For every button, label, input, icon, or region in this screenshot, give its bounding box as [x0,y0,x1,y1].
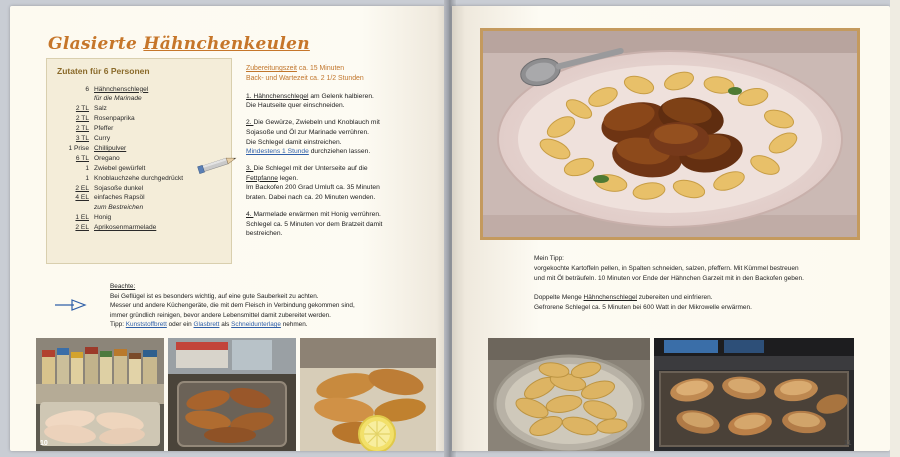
ingredient-row [55,223,227,233]
ingredient-quantity: 6 TL [75,154,89,162]
ingredient-row [55,204,227,214]
step-line: braten. Dabei nach ca. 20 Minuten wenden. [246,194,376,202]
step-number: 2. [246,119,254,127]
preparation-step [246,118,436,157]
ingredient-quantity: 4 EL [75,194,89,202]
ingredient-name: Aprikosenmarmelade [94,224,157,232]
note-line-2: immer gründlich reinigen, bevor andere Lebensmittel damit zubereitet werden. [110,311,331,319]
ingredient-name: einfaches Rapsöl [94,194,145,202]
pointer-arrow-icon [54,298,88,312]
photo-chicken-on-baking-tray-in-oven [654,338,854,451]
ingredient-quantity: 2 TL [75,105,89,113]
tip-heading: Mein Tipp: [534,255,564,262]
ingredient-name: Oregano [94,154,120,162]
tip-line-0: vorgekochte Kartoffeln pellen, in Spalten schneiden, salzen, pfeffern. Mit Kümmel bestreuen [534,265,799,273]
ingredients-heading: Zutaten für 6 Personen [57,66,150,76]
step-line: Die Hautseite quer einschneiden. [246,102,345,110]
ingredient-row [55,134,227,144]
ingredient-row [55,105,227,115]
ingredient-quantity: 2 TL [75,125,89,133]
ingredient-name: Salz [94,105,107,113]
step-line: Sojasoße und Öl zur Marinade verrühren. [246,128,370,136]
tip-line-1: und mit Öl beträufeln. 10 Minuten vor Ende der Hähnchen Garzeit mit in den Backofen geben. [534,275,804,283]
step-line: bestreichen. [246,230,283,238]
ingredient-name: Sojasoße dunkel [94,184,144,192]
link-glasbrett[interactable]: Glasbrett [193,321,220,329]
ingredient-row [55,214,227,224]
step-number: 1. [246,92,254,100]
ingredient-quantity: 1 [85,174,89,182]
tip-line2-underlined: Hähnchenschlegel [583,294,637,302]
tip-line-2 [534,293,854,303]
ingredient-quantity: 1 [85,164,89,172]
ingredient-quantity [55,204,94,214]
note-tip-prefix: Tipp: [110,321,126,329]
preparation-steps [246,92,436,239]
note-line-0: Bei Geflügel ist es besonders wichtig, auf eine gute Sauberkeit zu achten. [110,292,319,300]
note-tip-mid: oder ein [166,321,194,329]
note-tip-mid2: als [219,321,232,329]
left-page [10,6,450,451]
photo-finished-glazed-chicken-with-potatoes-on-platter [480,28,860,240]
ingredient-name: Zwiebel gewürfelt [94,164,146,172]
bake-wait-time: Back- und Wartezeit ca. 2 1/2 Stunden [246,75,364,83]
ingredient-name: Rosenpaprika [94,115,135,123]
ingredient-quantity: 3 TL [75,135,89,143]
step-line: 1. Hähnchenschlegel am Gelenk halbieren. [246,92,374,100]
link-schneidunterlage[interactable]: Schneidunterlage [231,321,281,329]
ingredient-quantity: 1 EL [75,214,89,222]
ingredient-quantity: 2 EL [75,224,89,232]
ingredient-row [55,95,227,105]
ingredient-name: zum Bestreichen [94,204,144,212]
ingredient-quantity: 6 [85,85,89,93]
preparation-step [246,92,436,111]
prep-time-value: ca. 15 Minuten [296,65,345,72]
photo-chicken-with-lemon [300,338,436,451]
prep-time-label: Zubereitungszeit [246,65,297,72]
step-line: Mindestens 1 Stunde durchziehen lassen. [246,148,371,156]
ingredient-row [55,184,227,194]
step-number: 4. [246,210,254,218]
preparation-block [246,64,436,246]
ingredient-quantity: 2 TL [75,115,89,123]
note-line-1: Messer und andere Küchengeräte, die mit dem Fleisch in Verbindung gekommen sind, [110,302,355,310]
ingredient-row [55,194,227,204]
tip-line-3: Gefrorene Schlegel ca. 5 Minuten bei 600 Watt in der Mikrowelle erwärmen. [534,304,752,312]
ingredient-row [55,115,227,125]
note-block [110,282,436,330]
recipe-title-plain: Glasierte [48,34,138,54]
note-heading: Beachte: [110,283,136,290]
tip-line2-prefix: Doppelte Menge [534,294,584,302]
ingredient-quantity [55,95,94,105]
step-line: Im Backofen 200 Grad Umluft ca. 35 Minuten [246,184,380,192]
page-number-right: 11 [844,440,852,447]
page-number-left: 10 [40,440,48,447]
ingredient-name: Pfeffer [94,125,114,133]
tip-block [534,254,854,313]
link-kunststoffbrett[interactable]: Kunststoffbrett [125,321,167,329]
ingredient-row [55,125,227,135]
photo-potato-wedges-in-bowl [488,338,650,451]
step-line: 3. Die Schlegel mit der Unterseite auf die [246,165,368,173]
right-page [452,6,890,451]
photo-marinated-chicken-in-dish [168,338,296,451]
preparation-step [246,164,436,203]
page-title [48,34,310,54]
ingredient-quantity: 1 Prise [68,144,89,152]
tip-spacer [534,284,854,293]
highlighted-text: Mindestens 1 Stunde [246,148,309,156]
preparation-step [246,210,436,239]
step-line: 2. Die Gewürze, Zwiebeln und Knoblauch mit [246,119,380,127]
ingredient-name: Curry [94,135,111,143]
step-line: Schlegel ca. 5 Minuten vor dem Bratzeit damit [246,220,383,228]
photo-raw-chicken-legs-and-spices [36,338,164,451]
pencil-icon [196,152,240,178]
step-line: Die Schlegel damit einstreichen. [246,138,342,146]
tip-line2-rest: zubereiten und einfrieren. [637,294,713,302]
preparation-times [246,64,436,85]
ingredient-name: Honig [94,214,112,222]
step-line: 4. Marmelade erwärmen mit Honig verrühren. [246,210,381,218]
note-tip-suffix: nehmen. [280,321,308,329]
ingredient-row [55,85,227,95]
ingredient-name: Knoblauchzehe durchgedrückt [94,174,184,182]
step-number: 3. [246,165,254,173]
step-line: Fettpfanne legen. [246,174,299,182]
page-edge [890,0,900,457]
ingredient-name: Chillipulver [94,144,127,152]
recipe-title-underlined: Hähnchenkeulen [143,34,310,54]
ingredient-name: Hähnchenschlegel [94,85,149,93]
ingredient-quantity: 2 EL [75,184,89,192]
note-tip-line [110,320,436,330]
ingredient-name: für die Marinade [94,95,142,103]
